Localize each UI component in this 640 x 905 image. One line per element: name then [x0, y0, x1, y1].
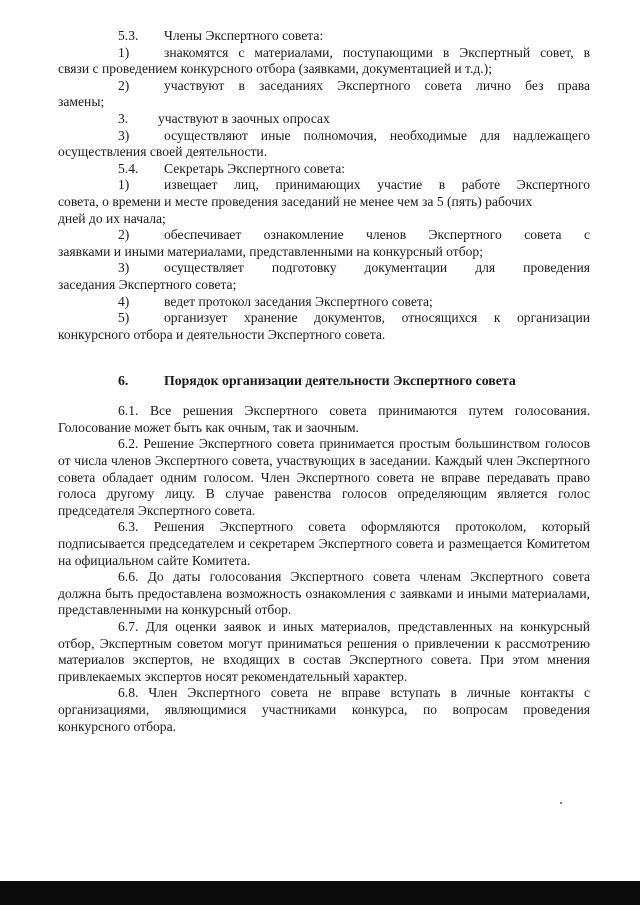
- document-page: [58, 28, 590, 735]
- list-number: 3.: [118, 110, 129, 126]
- list-number: 3): [118, 260, 130, 276]
- list-text-continued: конкурсного отбора и деятельности Экспертного совета.: [58, 326, 386, 342]
- list-text-continued: дней до их начала;: [58, 210, 166, 226]
- paragraph-6-6: 6.6. До даты голосования Экспертного совета членам Экспертного совета должна быть предоставлена возможность ознакомления с заявками и иными материалами, представленными на конкурсный отбор.: [58, 569, 590, 618]
- list-number: 5): [118, 310, 130, 326]
- list-text: осуществляет подготовку документации для проведения: [164, 260, 590, 276]
- list-number: 1): [118, 177, 130, 193]
- list-text-continued: заседания Экспертного совета;: [58, 276, 237, 292]
- list-number: 2): [118, 227, 130, 243]
- paragraph-6-1: 6.1. Все решения Экспертного совета принимаются путем голосования. Голосование может быть как очным, так и заочным.: [58, 403, 590, 435]
- list-number: 1): [118, 44, 130, 60]
- list-item: [58, 111, 590, 128]
- list-item: [58, 294, 590, 311]
- list-text-continued: совета, о времени и месте проведения заседаний не менее чем за 5 (пять) рабочих: [58, 193, 533, 209]
- paragraph-6-8: 6.8. Член Экспертного совета не вправе вступать в личные контакты с организациями, являющимися участниками конкурса, по вопросам проведения конкурсного отбора.: [58, 685, 590, 734]
- list-text-continued: связи с проведением конкурсного отбора (заявками, документацией и т.д.);: [58, 61, 492, 77]
- section-number: 6.: [118, 373, 129, 389]
- section-5-4-heading: [58, 161, 590, 178]
- list-text-continued: осуществления своей деятельности.: [58, 144, 268, 160]
- paragraph-6-3: 6.3. Решения Экспертного совета оформляются протоколом, который подписывается председателем и секретарем Экспертного совета и размещается Комитетом на официальном сайте Комитета.: [58, 519, 590, 568]
- list-item: [58, 177, 590, 194]
- section-heading-text: Члены Экспертного совета:: [164, 28, 324, 43]
- paragraph-6-7: 6.7. Для оценки заявок и иных материалов, представленных на конкурсный отбор, Экспертным советом могут приниматься решения о привлечении к рассмотрению материалов экспертов, не входящих в состав Экспертного совета. При этом мнения привлекаемых экспертов носят рекомендательный характер.: [58, 619, 590, 684]
- list-text: извещает лиц, принимающих участие в работе Экспертного: [164, 177, 590, 193]
- list-text: осуществляют иные полномочия, необходимые для надлежащего: [164, 127, 590, 143]
- list-text-continued: заявками и иными материалами, представленными на конкурсный отбор;: [58, 243, 483, 259]
- list-text: организует хранение документов, относящихся к организации: [164, 310, 590, 326]
- list-text: обеспечивает ознакомление членов Экспертного совета с: [164, 227, 590, 243]
- list-item: [58, 128, 590, 145]
- scan-speck: [560, 802, 562, 804]
- list-text-continued: замены;: [58, 94, 105, 110]
- scan-bottom-edge: [0, 881, 640, 905]
- section-title: Порядок организации деятельности Экспертного совета: [164, 373, 516, 389]
- list-text: участвуют в заседаниях Экспертного совета лично без права: [164, 77, 590, 93]
- list-item: [58, 310, 590, 327]
- paragraph-6-2: 6.2. Решение Экспертного совета принимается простым большинством голосов от числа членов Экспертного совета, участвующих в заседании. Каждый член Экспертного совета обладает одним голосом. Член Экспертного совета не вправе передавать право голоса другому лицу. В случае равенства голосов определяющим является голос председателя Экспертного совета.: [58, 436, 590, 518]
- list-text: ведет протокол заседания Экспертного совета;: [164, 293, 433, 309]
- list-text: знакомятся с материалами, поступающими в Экспертный совет, в: [164, 44, 590, 60]
- list-item: [58, 78, 590, 95]
- section-5-3-heading: [58, 28, 590, 45]
- list-item: [58, 45, 590, 62]
- list-text: участвуют в заочных опросах: [158, 110, 330, 126]
- list-item: [58, 260, 590, 277]
- list-number: 2): [118, 77, 130, 93]
- section-heading-text: Секретарь Экспертного совета:: [164, 160, 345, 176]
- list-number: 3): [118, 127, 130, 143]
- list-number: 4): [118, 293, 130, 309]
- section-6-heading: [58, 373, 590, 391]
- section-number: 5.4.: [118, 160, 139, 176]
- list-item: [58, 227, 590, 244]
- section-number: 5.3.: [118, 28, 139, 43]
